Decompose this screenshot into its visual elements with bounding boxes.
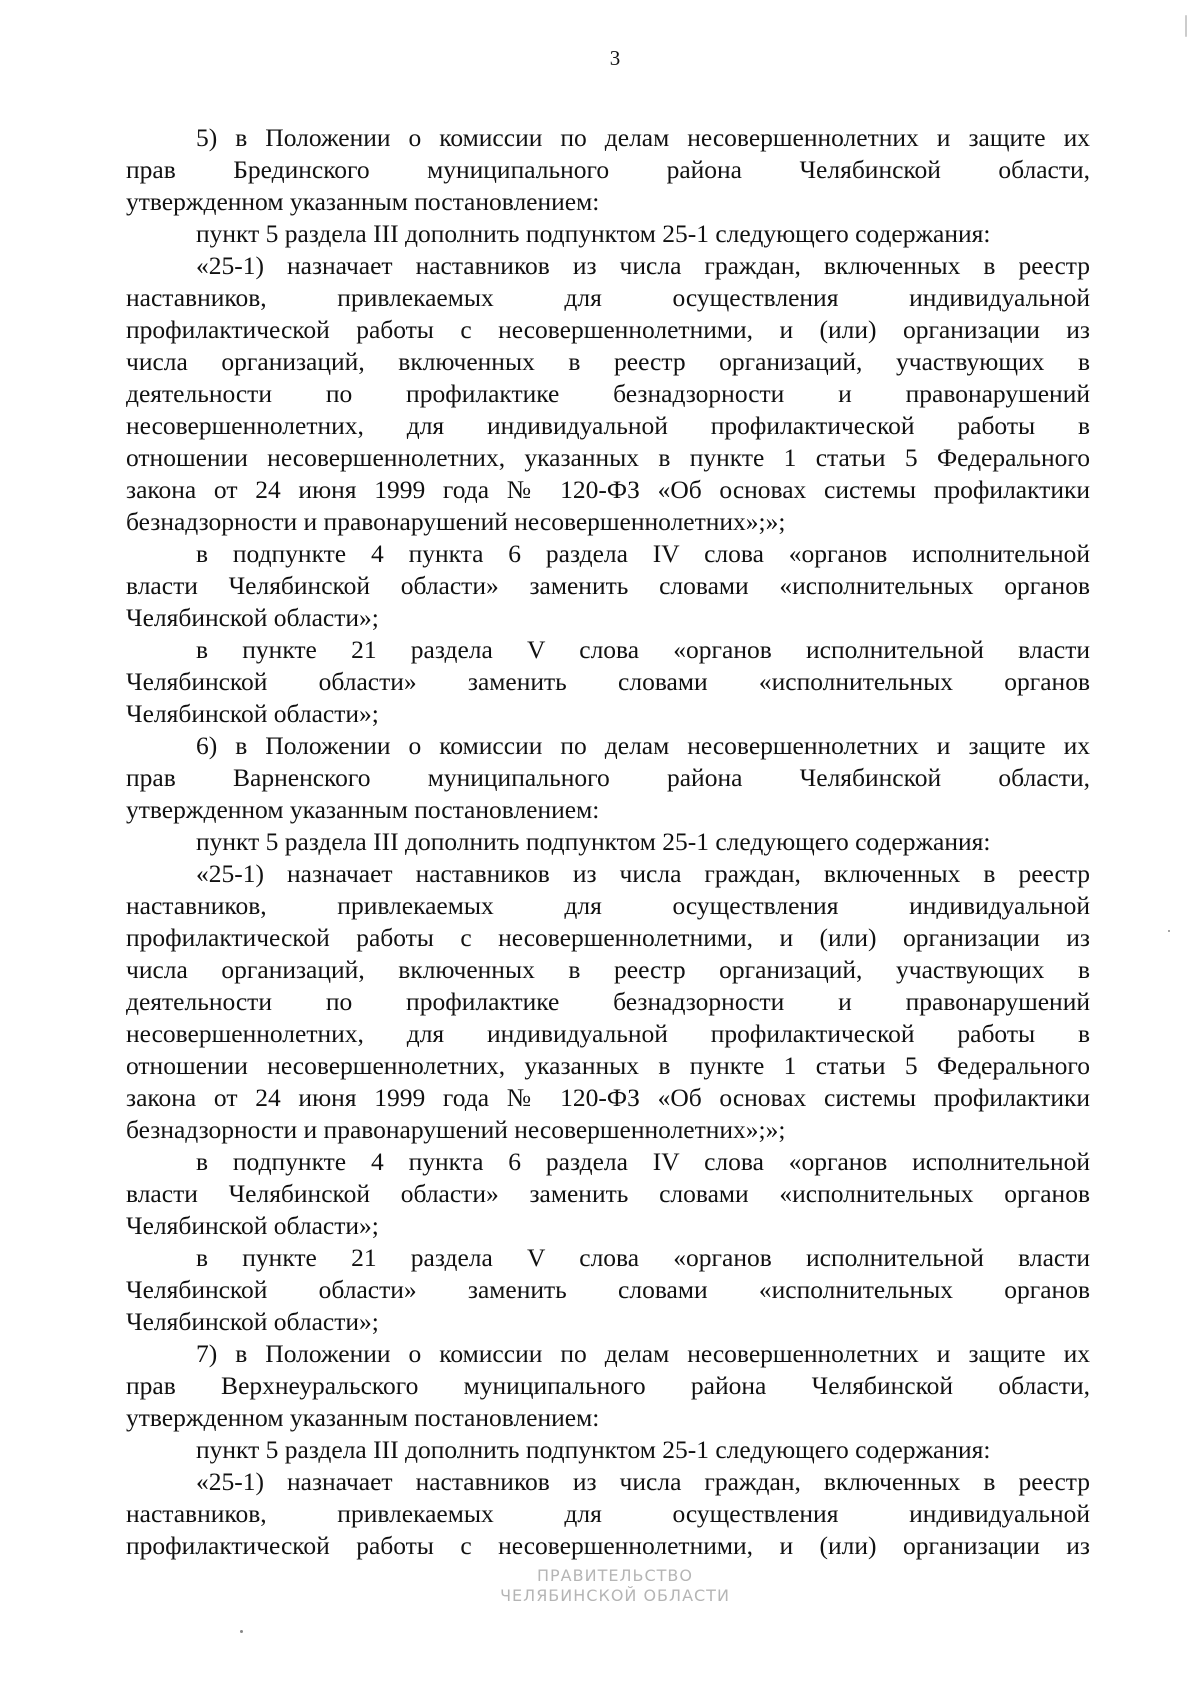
document-line: наставников, привлекаемых для осуществления индивидуальной xyxy=(126,283,1090,312)
document-line: профилактической работы с несовершеннолетними, и (или) организации из xyxy=(126,315,1090,344)
document-line: несовершеннолетних, для индивидуальной профилактической работы в xyxy=(126,411,1090,440)
scan-speck xyxy=(1168,930,1170,932)
document-line: закона от 24 июня 1999 года № 120-ФЗ «Об основах системы профилактики xyxy=(126,1083,1090,1112)
page-number: 3 xyxy=(609,46,621,70)
document-line: Челябинской области»; xyxy=(126,699,379,728)
watermark-line-1: ПРАВИТЕЛЬСТВО xyxy=(537,1566,693,1585)
document-line: деятельности по профилактике безнадзорности и правонарушений xyxy=(126,987,1090,1016)
document-line: числа организаций, включенных в реестр организаций, участвующих в xyxy=(126,955,1090,984)
document-line: профилактической работы с несовершеннолетними, и (или) организации из xyxy=(126,923,1090,952)
document-line: в подпункте 4 пункта 6 раздела IV слова «органов исполнительной xyxy=(196,539,1090,568)
document-line: Челябинской области» заменить словами «исполнительных органов xyxy=(126,1275,1090,1304)
document-line: отношении несовершеннолетних, указанных в пункте 1 статьи 5 Федерального xyxy=(126,443,1090,472)
document-line: прав Варненского муниципального района Челябинской области, xyxy=(126,763,1090,792)
document-line: прав Верхнеуральского муниципального района Челябинской области, xyxy=(126,1371,1090,1400)
government-stamp-watermark xyxy=(0,1566,1200,1606)
document-line: утвержденном указанным постановлением: xyxy=(126,795,600,824)
document-line: числа организаций, включенных в реестр организаций, участвующих в xyxy=(126,347,1090,376)
document-line: пункт 5 раздела III дополнить подпунктом 25-1 следующего содержания: xyxy=(196,219,991,248)
document-line: безнадзорности и правонарушений несовершеннолетних»;»; xyxy=(126,507,786,536)
document-line: пункт 5 раздела III дополнить подпунктом 25-1 следующего содержания: xyxy=(196,827,991,856)
document-line: утвержденном указанным постановлением: xyxy=(126,187,600,216)
scan-speck xyxy=(1185,15,1187,37)
document-line: пункт 5 раздела III дополнить подпунктом 25-1 следующего содержания: xyxy=(196,1435,991,1464)
watermark-line-2: ЧЕЛЯБИНСКОЙ ОБЛАСТИ xyxy=(500,1586,730,1605)
document-line: в подпункте 4 пункта 6 раздела IV слова «органов исполнительной xyxy=(196,1147,1090,1176)
document-line: закона от 24 июня 1999 года № 120-ФЗ «Об основах системы профилактики xyxy=(126,475,1090,504)
document-line: 6) в Положении о комиссии по делам несовершеннолетних и защите их xyxy=(196,731,1090,760)
document-line: профилактической работы с несовершеннолетними, и (или) организации из xyxy=(126,1531,1090,1560)
document-line: 5) в Положении о комиссии по делам несовершеннолетних и защите их xyxy=(196,123,1090,152)
document-line: Челябинской области»; xyxy=(126,1307,379,1336)
document-line: Челябинской области»; xyxy=(126,1211,379,1240)
document-line: наставников, привлекаемых для осуществления индивидуальной xyxy=(126,891,1090,920)
document-line: в пункте 21 раздела V слова «органов исполнительной власти xyxy=(196,1243,1090,1272)
document-line: наставников, привлекаемых для осуществления индивидуальной xyxy=(126,1499,1090,1528)
document-line: Челябинской области» заменить словами «исполнительных органов xyxy=(126,667,1090,696)
document-line: отношении несовершеннолетних, указанных в пункте 1 статьи 5 Федерального xyxy=(126,1051,1090,1080)
document-body xyxy=(126,122,1090,1562)
document-line: утвержденном указанным постановлением: xyxy=(126,1403,600,1432)
document-line: деятельности по профилактике безнадзорности и правонарушений xyxy=(126,379,1090,408)
document-line: в пункте 21 раздела V слова «органов исполнительной власти xyxy=(196,635,1090,664)
document-line: 7) в Положении о комиссии по делам несовершеннолетних и защите их xyxy=(196,1339,1090,1368)
document-line: несовершеннолетних, для индивидуальной профилактической работы в xyxy=(126,1019,1090,1048)
document-line: «25-1) назначает наставников из числа граждан, включенных в реестр xyxy=(196,251,1090,280)
document-line: прав Брединского муниципального района Челябинской области, xyxy=(126,155,1090,184)
document-line: власти Челябинской области» заменить словами «исполнительных органов xyxy=(126,1179,1090,1208)
document-line: Челябинской области»; xyxy=(126,603,379,632)
document-line: «25-1) назначает наставников из числа граждан, включенных в реестр xyxy=(196,1467,1090,1496)
document-line: власти Челябинской области» заменить словами «исполнительных органов xyxy=(126,571,1090,600)
scan-speck xyxy=(240,1630,243,1633)
document-line: «25-1) назначает наставников из числа граждан, включенных в реестр xyxy=(196,859,1090,888)
document-line: безнадзорности и правонарушений несовершеннолетних»;»; xyxy=(126,1115,786,1144)
